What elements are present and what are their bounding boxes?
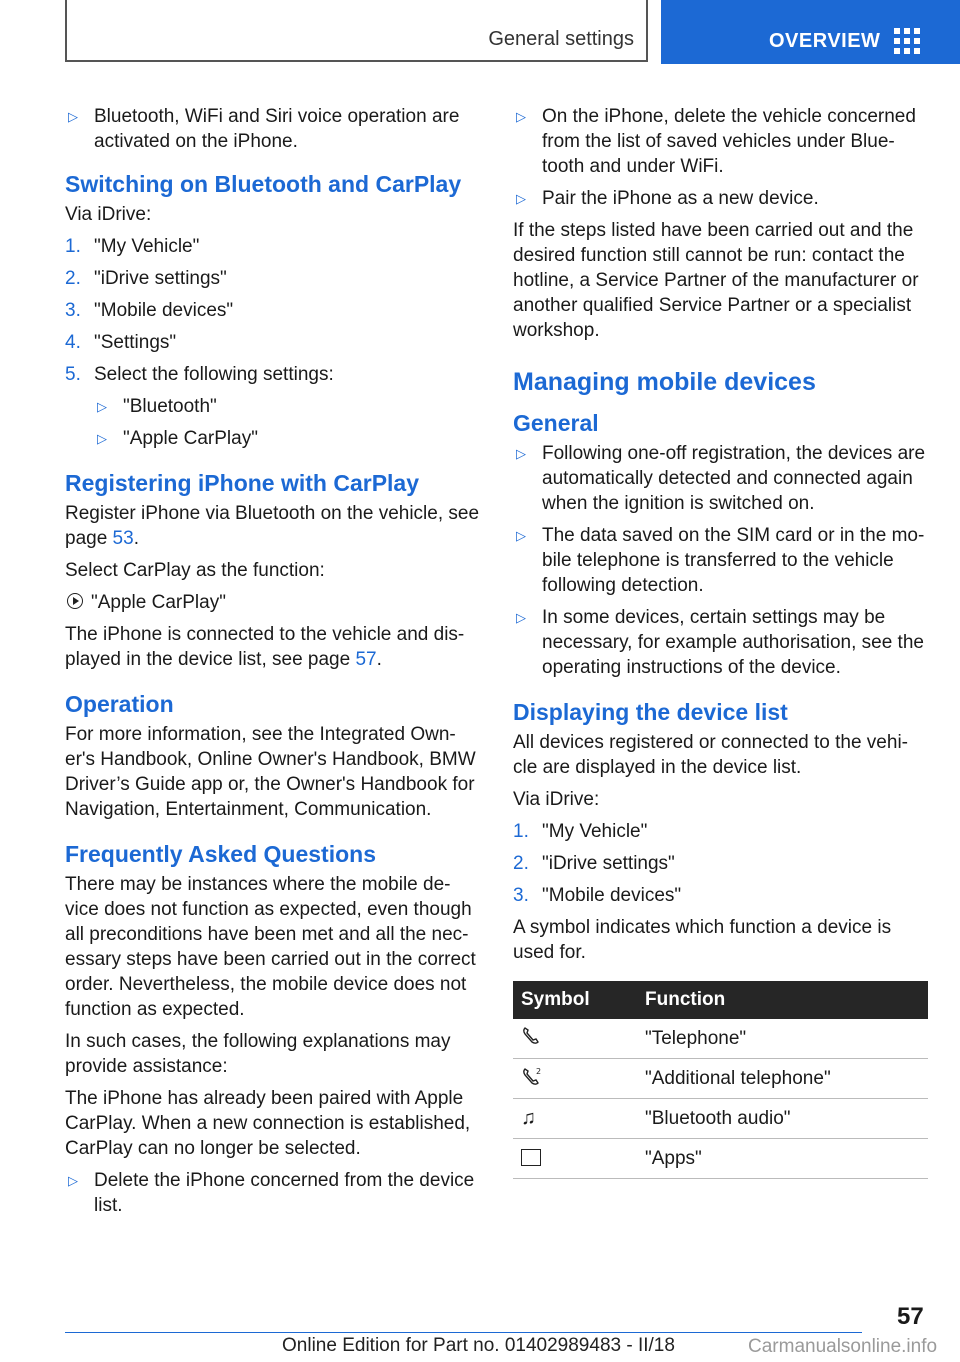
step-item: 5. Select the following settings:	[65, 364, 334, 385]
heading-managing: Managing mobile devices	[513, 368, 816, 396]
table-header-row	[513, 981, 928, 1019]
overview-label: OVERVIEW	[769, 30, 881, 52]
triangle-bullet-icon: ▷	[97, 399, 107, 414]
paragraph: For more information, see the Integrated Own‐ er's Handbook, Online Owner's Handbook, BMW Driver’s Guide app or, the Owner's Handbook for Navigation, Entertainment, Communication.	[65, 724, 476, 820]
step-item: 1. "My Vehicle"	[65, 236, 200, 257]
sub-list-item: ▷ "Bluetooth"	[94, 394, 483, 419]
list-item: ▷ Following one-off registration, the devices are automatically detected and connected again when the ignition is switched on.	[513, 441, 931, 516]
step-item: 3. "Mobile devices"	[65, 300, 234, 321]
table-row: ♫ "Bluetooth audio"	[513, 1099, 928, 1139]
heading-switching: Switching on Bluetooth and CarPlay	[65, 171, 462, 197]
list-item: ▷ In some devices, certain settings may be necessary, for example authorisation, see the operating instructions of the device.	[513, 605, 931, 680]
overview-tab[interactable]	[661, 0, 960, 64]
list-item: ▷ Bluetooth, WiFi and Siri voice operation are activated on the iPhone.	[65, 104, 483, 154]
heading-operation: Operation	[65, 691, 174, 717]
svg-text:2: 2	[536, 1066, 542, 1076]
list-item: ▷ On the iPhone, delete the vehicle concerned from the list of saved vehicles under Blue‐ tooth and under WiFi.	[513, 104, 931, 179]
telephone-icon	[521, 1026, 541, 1046]
page-number: 57	[897, 1303, 924, 1330]
list-item: ▷ The data saved on the SIM card or in the mo‐ bile telephone is transferred to the vehicle following detection.	[513, 523, 931, 598]
table-row: 2 "Additional telephone"	[513, 1059, 928, 1099]
apps-square-icon	[521, 1149, 541, 1166]
left-column	[65, 104, 483, 1225]
page-link[interactable]: 57	[355, 649, 377, 670]
paragraph: If the steps listed have been carried out and the desired function still cannot be run: contact the hotline, a Service Partner of the manufacturer or another qualified Service Partner or a specialist workshop.	[513, 220, 919, 341]
triangle-bullet-icon: ▷	[516, 191, 526, 206]
paragraph: There may be instances where the mobile de‐ vice does not function as expected, even though all preconditions have been met and all the nec‐ essary steps have been carried out in the correct order. Nevertheless, the mobile device does not function as expected.	[65, 874, 476, 1020]
menu-path-item: "Apple CarPlay"	[65, 590, 483, 615]
heading-displaying: Displaying the device list	[513, 699, 788, 725]
footer-edition: Online Edition for Part no. 01402989483 - II/18	[282, 1335, 675, 1356]
triangle-bullet-icon: ▷	[516, 446, 526, 461]
paragraph: A symbol indicates which function a device is used for.	[513, 917, 892, 963]
heading-registering: Registering iPhone with CarPlay	[65, 470, 420, 496]
play-circle-icon	[67, 593, 83, 609]
music-note-icon: ♫	[521, 1107, 536, 1129]
paragraph: Register iPhone via Bluetooth on the vehicle, see page 53.	[65, 503, 480, 549]
paragraph: The iPhone has already been paired with Apple CarPlay. When a new connection is established, CarPlay can no longer be selected.	[65, 1088, 471, 1159]
step-item: 3. "Mobile devices"	[513, 885, 682, 906]
footer-divider	[65, 1332, 862, 1333]
via-idrive: Via iDrive:	[513, 789, 600, 810]
sub-list-item: ▷ "Apple CarPlay"	[94, 426, 483, 451]
paragraph: Select CarPlay as the function:	[65, 560, 325, 581]
triangle-bullet-icon: ▷	[68, 1173, 78, 1188]
table-row: "Apps"	[513, 1139, 928, 1179]
paragraph: The iPhone is connected to the vehicle and dis‐ played in the device list, see page 57.	[65, 624, 465, 670]
column-header: Symbol	[513, 981, 637, 1019]
triangle-bullet-icon: ▷	[516, 528, 526, 543]
step-item: 2. "iDrive settings"	[513, 853, 675, 874]
page-link[interactable]: 53	[112, 528, 134, 549]
triangle-bullet-icon: ▷	[516, 610, 526, 625]
triangle-bullet-icon: ▷	[516, 109, 526, 124]
footer-watermark: Carmanualsonline.info	[748, 1336, 938, 1357]
triangle-bullet-icon: ▷	[97, 431, 107, 446]
list-item: ▷ Delete the iPhone concerned from the device list.	[65, 1168, 483, 1218]
right-column	[513, 104, 931, 1179]
heading-faq: Frequently Asked Questions	[65, 841, 376, 867]
column-header: Function	[637, 981, 928, 1019]
via-idrive: Via iDrive:	[65, 204, 152, 225]
step-item: 2. "iDrive settings"	[65, 268, 227, 289]
symbol-table	[513, 981, 928, 1179]
step-item: 1. "My Vehicle"	[513, 821, 648, 842]
table-row: "Telephone"	[513, 1019, 928, 1059]
header-section-box	[65, 0, 648, 62]
step-item: 4. "Settings"	[65, 332, 177, 353]
paragraph: In such cases, the following explanations may provide assistance:	[65, 1031, 451, 1077]
grid-icon	[894, 28, 922, 56]
heading-general: General	[513, 410, 599, 436]
triangle-bullet-icon: ▷	[68, 109, 78, 124]
paragraph: All devices registered or connected to the vehi‐ cle are displayed in the device list.	[513, 732, 908, 778]
additional-telephone-icon	[521, 1066, 543, 1086]
section-title: General settings	[488, 28, 634, 50]
list-item: ▷ Pair the iPhone as a new device.	[513, 186, 931, 211]
